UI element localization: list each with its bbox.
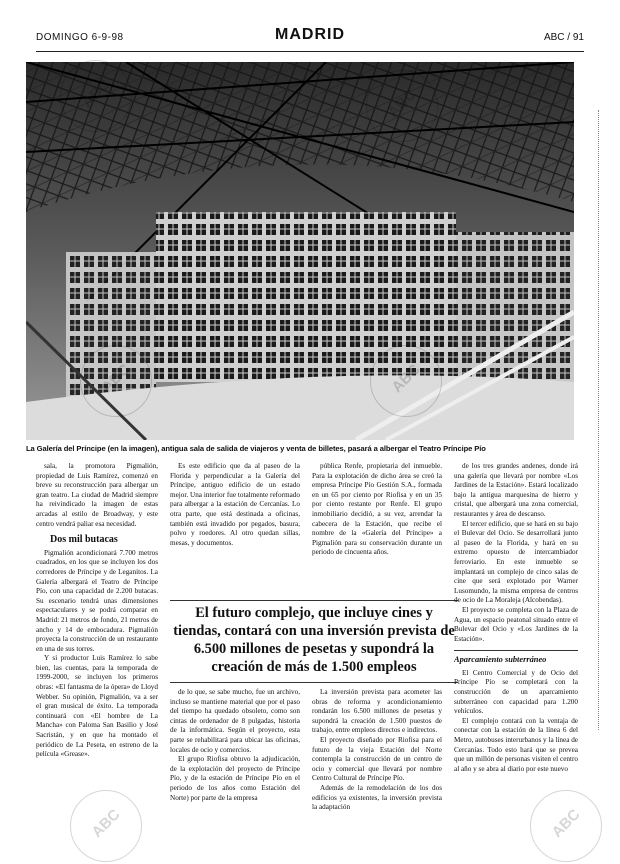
paragraph: Es este edificio que da al paseo de la Florida y perpendicular a la Galería del Príncipe, antiguo edificio de un estado mejor. Una interior fue totalmente reformado para albergar a la estación de Cercanías. Lo otra parte, que está destinada a oficinas, también está invadido por pegados, basura, polvo y roedores. Al otro quedan sillas, mesas, y documentos.: [170, 462, 300, 547]
watermark-seal: [366, 70, 438, 142]
watermark-seal: [60, 60, 132, 132]
article-column-2-bottom: [170, 688, 300, 862]
paragraph: La inversión prevista para acometer las obras de reforma y acondicionamiento rondarán los 6.500 millones de pesetas y supondrá la creación de 1.500 puestos de trabajo, entre empleos directos e indirectos.: [312, 688, 442, 735]
issue-date: DOMINGO 6-9-98: [36, 32, 124, 43]
paragraph: pública Renfe, propietaria del inmueble. Para la explotación de dicho área se creó la empresa Príncipe Pío Gestión S.A., formada en un 65 por ciento por Riofisa y en un 35 por ciento restante por Renfe. El grupo inmobiliario decidió, a su vez, arrendar la cabecera de la Estación, que recibe el nombre de la «Galería del Príncipe» a Pigmalión para su conservación durante un periodo de cincuenta años.: [312, 462, 442, 557]
watermark-seal: [530, 790, 602, 862]
paragraph: Además de la remodelación de los dos edificios ya existentes, la inversión prevista la adaptación: [312, 783, 442, 812]
watermark-text: ABC: [98, 360, 134, 397]
pullquote-rule-top: [170, 600, 458, 601]
page-header: [36, 26, 584, 48]
paragraph: El tercer edificio, que se hará en su bajo el Bulevar del Ocio. Se desarrollará junto al paseo de la Florida, y hará en su extremo opuesto de intercambiador ferroviario. En este inmueble se implantará un complejo de cinco salas de cine que será explotado por Warner Lusomundo, la misma empresa de centros de ocio de La Moraleja (Alcobendas).: [454, 519, 578, 605]
paragraph: sala, la promotora Pigmalión, propiedad de Luis Ramírez, comenzó en breve su reconstrucción para albergar un gran teatro. La ciudad de Madrid siempre ha reivindicado la imagen de estas arcadas al estilo de Broadway, y este centro vendrá paliar esa necesidad.: [36, 462, 158, 528]
paragraph: El grupo Riofisa obtuvo la adjudicación, de la explotación del proyecto de Príncipe Pío, y de la estación de Príncipe Pío en el periodo de los años como Estación del Norte) por parte de la empresa: [170, 755, 300, 802]
watermark-text: ABC: [384, 85, 420, 122]
photo-caption: La Galería del Príncipe (en la imagen), antigua sala de salida de viajeros y venta de billetes, pasará a albergar el Teatro Príncipe Pío: [26, 444, 486, 453]
paragraph: El proyecto se completa con la Plaza de Agua, un espacio peatonal situado entre el Bulevar del Ocio y «Los Jardines de la Estación».: [454, 605, 578, 643]
header-rule: [36, 51, 584, 52]
watermark-text: ABC: [78, 75, 114, 112]
watermark-text: ABC: [388, 360, 424, 397]
paragraph: El complejo contará con la ventaja de conectar con la estación de la línea 6 del Metro, autobuses interurbanos y la línea de Cercanías. Todo esto hará que se prevea que un millón de personas visiten el centro al año y se abra al diario por este nuevo: [454, 716, 578, 773]
paragraph: Y si productor Luis Ramírez lo sabe bien, las cuentas, para la temporada de 1999-2000, se incluyen los primeros obras: «El fantasma de la ópera» de Lloyd Webber. Su opinión, Pigmalión, va a ser el gran musical de éxito. La temporada continuará con «El hombre de La Mancha» con Paloma San Basilio y José Sacristán, y en que ha montado el periódico de La Peseta, en estreno de la película «Grease».: [36, 654, 158, 759]
watermark-text: ABC: [88, 805, 124, 842]
article-column-2-top: [170, 462, 300, 594]
pullquote: El futuro complejo, que incluye cines y tiendas, contará con una inversión prevista de 6.500 millones de pesetas y supondrá la creación de más de 1.500 empleos: [173, 605, 455, 675]
article-column-3-bottom: [312, 688, 442, 862]
subheading-aparcamiento: Aparcamiento subterráneo: [454, 650, 578, 665]
section-title: MADRID: [275, 26, 345, 43]
margin-dotted-line: [598, 110, 603, 730]
paragraph: El Centro Comercial y de Ocio del Príncipe Pío se completará con la construcción de un aparcamiento subterráneo con capacidad para 1.200 vehículos.: [454, 668, 578, 716]
paragraph: de los tres grandes andenes, donde irá una galería que llevará por nombre «Los Jardines de la Estación». Estará localizado bajo la antigua marquesina de hierro y cristal, que albergará una zona comercial, restaurantes y área de descanso.: [454, 462, 578, 518]
pullquote-rule-bottom: [170, 682, 458, 683]
paragraph: El proyecto diseñado por Riofisa para el futuro de la vieja Estación del Norte contempla la construcción de un centro de ocio y comercial que llevará por nombre Centro Cultural de Príncipe Pío.: [312, 735, 442, 783]
watermark-seal: [370, 345, 442, 417]
subheading-dos-mil-butacas: Dos mil butacas: [50, 534, 118, 546]
watermark-text: ABC: [548, 805, 584, 842]
watermark-seal: [80, 345, 152, 417]
paragraph: Pigmalión acondicionará 7.700 metros cuadrados, en los que se incluyen los dos corredores de Príncipe y de Leganitos. La Galería albergará el Teatro de Príncipe Pío, con una capacidad de 2.200 butacas. Su escenario tendrá unas dimensiones espectaculares y se podrá comparar en Madrid: 21 metros de fondo, 21 metros de ancho y 14 de embocadura. Pigmalión proyecta la construcción de un restaurante en una de sus torres.: [36, 548, 158, 653]
watermark-seal: [70, 790, 142, 862]
page-reference: ABC / 91: [543, 32, 584, 43]
article-column-3-top: [312, 462, 442, 594]
paragraph: de lo que, se sabe mucho, fue un archivo, incluso se mantiene material que por el paso del tiempo ha quedado obsoleto, como son cintas de ordenador de 8 pulgadas, historia de la informática. Según el proyecto, esta parte se rehabilitará para ubicar las oficinas, locales de ocio y comercios.: [170, 688, 300, 754]
